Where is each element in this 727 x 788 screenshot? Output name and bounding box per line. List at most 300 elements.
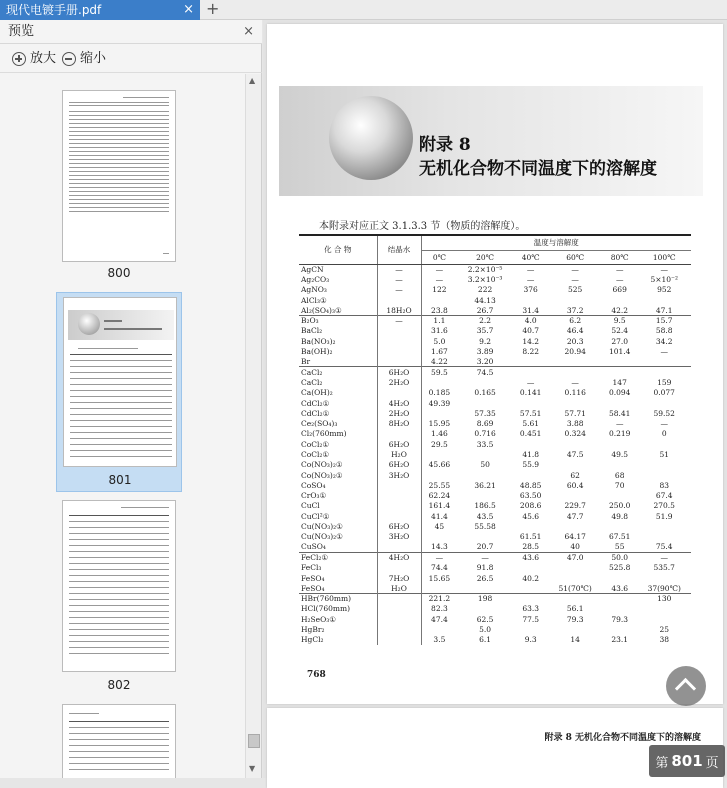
solubility-cell: 525.8 <box>608 563 631 573</box>
solubility-cell <box>421 295 457 305</box>
hydrate-cell: — <box>377 285 421 295</box>
solubility-cell <box>602 594 638 604</box>
solubility-cell: 6.1 <box>479 635 492 645</box>
close-tab-icon[interactable]: × <box>183 2 194 17</box>
solubility-cell: 1.67 <box>431 347 448 357</box>
solubility-cell: 4.22 <box>431 357 448 367</box>
intro-text: 本附录对应正文 3.1.3.3 节（物质的溶解度）。 <box>319 221 526 232</box>
temperature-header: 80℃ <box>602 250 638 264</box>
scroll-to-top-button[interactable] <box>666 666 706 706</box>
solubility-cell: 62 <box>570 470 580 480</box>
solubility-cell <box>513 357 549 367</box>
solubility-cell <box>602 367 638 377</box>
solubility-cell: 43.5 <box>476 511 494 521</box>
solubility-cell: 50.0 <box>602 552 638 562</box>
thumbnail-page-next[interactable] <box>56 702 182 778</box>
solubility-cell: 51 <box>659 449 669 459</box>
solubility-cell <box>602 521 638 531</box>
solubility-cell: 186.5 <box>474 501 496 511</box>
solubility-cell: — <box>435 274 444 284</box>
solubility-cell <box>637 532 691 542</box>
hydrate-cell: — <box>377 264 421 274</box>
page-indicator-suffix: 页 <box>705 755 719 771</box>
solubility-cell <box>513 594 549 604</box>
hydrate-cell: 8H₂O <box>377 418 421 428</box>
scroll-down-icon[interactable]: ▼ <box>249 764 256 773</box>
temperature-header: 0℃ <box>421 250 457 264</box>
solubility-cell: 3.5 <box>433 635 446 645</box>
solubility-cell: — <box>513 264 549 274</box>
solubility-cell: 101.4 <box>608 347 631 357</box>
solubility-cell <box>548 491 601 501</box>
solubility-cell: 63.50 <box>519 491 542 501</box>
solubility-cell: 0.141 <box>519 388 542 398</box>
solubility-cell: 40.2 <box>522 573 540 583</box>
solubility-cell: 20.94 <box>564 347 586 357</box>
solubility-cell: 229.7 <box>564 501 586 511</box>
hydrate-cell: 2H₂O <box>377 408 421 418</box>
table-row <box>299 635 691 645</box>
solubility-cell: 14.2 <box>522 336 540 346</box>
hydrate-cell <box>377 542 421 552</box>
table-row <box>299 264 691 274</box>
solubility-cell <box>548 357 601 367</box>
hydrate-cell <box>377 295 421 305</box>
solubility-cell <box>602 460 638 470</box>
solubility-cell <box>548 573 601 583</box>
solubility-cell: 57.51 <box>519 408 542 418</box>
table-row <box>299 439 691 449</box>
page-indicator <box>649 745 725 777</box>
thumbnail-image <box>63 297 177 467</box>
solubility-cell: 0.324 <box>564 429 586 439</box>
scrollbar-thumb[interactable] <box>248 734 260 748</box>
solubility-cell: 5.61 <box>522 419 540 429</box>
table-row <box>299 346 691 356</box>
solubility-cell: 270.5 <box>653 501 675 511</box>
table-row <box>299 295 691 305</box>
solubility-cell: 77.5 <box>522 614 540 624</box>
solubility-cell: 26.5 <box>476 573 494 583</box>
solubility-cell: — <box>615 274 624 284</box>
solubility-cell <box>602 573 638 583</box>
scroll-up-icon[interactable]: ▲ <box>249 76 256 85</box>
hydrate-cell: 3H₂O <box>377 470 421 480</box>
solubility-cell <box>421 408 457 418</box>
compound-cell: B₂O₃ <box>299 315 377 325</box>
solubility-cell: 130 <box>637 594 691 604</box>
thumbnail-page-800[interactable] <box>56 88 182 284</box>
solubility-cell <box>548 439 601 449</box>
solubility-cell: 159 <box>657 377 672 387</box>
hydrate-cell <box>377 346 421 356</box>
solubility-cell <box>421 377 457 387</box>
document-view[interactable] <box>263 20 727 778</box>
thumbnail-page-802[interactable] <box>56 498 182 694</box>
solubility-cell: 64.17 <box>564 532 586 542</box>
table-row <box>299 542 691 552</box>
compound-cell: Ce₂(SO₄)₃ <box>299 418 377 428</box>
zoom-in-icon <box>12 52 26 66</box>
solubility-cell: 147 <box>612 377 627 387</box>
solubility-cell: 43.6 <box>513 552 549 562</box>
solubility-cell: 8.69 <box>476 419 494 429</box>
solubility-cell <box>637 573 691 583</box>
compound-cell: HBr(760mm) <box>299 594 377 604</box>
table-row <box>299 429 691 439</box>
sidebar-header <box>0 20 262 44</box>
thumbnail-label: 800 <box>107 266 131 280</box>
solubility-cell: 40.7 <box>522 326 540 336</box>
solubility-cell: 0.165 <box>474 388 496 398</box>
temperature-header: 60℃ <box>548 250 601 264</box>
solubility-cell <box>457 470 513 480</box>
compound-cell: Br <box>299 357 377 367</box>
solubility-cell: 14 <box>570 635 580 645</box>
solubility-cell: 525 <box>568 285 583 295</box>
solubility-cell <box>457 604 513 614</box>
solubility-cell: — <box>660 347 668 357</box>
tab-bar <box>0 0 727 20</box>
hydrate-cell <box>377 326 421 336</box>
table-row <box>299 449 691 459</box>
solubility-cell <box>548 594 601 604</box>
table-row <box>299 532 691 542</box>
hydrate-cell: 6H₂O <box>377 439 421 449</box>
hydrate-cell: — <box>377 274 421 284</box>
solubility-cell: 60.4 <box>566 480 584 490</box>
solubility-cell: — <box>637 264 691 274</box>
solubility-cell: 55.9 <box>522 460 540 470</box>
solubility-cell <box>602 624 638 634</box>
solubility-cell: 952 <box>657 285 672 295</box>
solubility-cell <box>637 357 691 367</box>
table-row <box>299 398 691 408</box>
compound-cell: Cu(NO₃)₂① <box>299 532 377 542</box>
compound-cell: CuSO₄ <box>299 542 377 552</box>
solubility-cell: 45.6 <box>522 511 540 521</box>
solubility-cell <box>548 624 601 634</box>
hydrate-cell <box>377 357 421 367</box>
solubility-cell: 47.5 <box>566 449 584 459</box>
solubility-cell: 8.22 <box>522 347 540 357</box>
solubility-cell: — <box>637 552 691 562</box>
compound-cell: CoCl₂① <box>299 439 377 449</box>
solubility-cell: 38 <box>659 635 669 645</box>
solubility-cell: 49.5 <box>611 449 629 459</box>
solubility-cell: 5.0 <box>479 625 492 635</box>
zoom-out-button[interactable] <box>62 50 106 68</box>
thumbnail-page-801[interactable] <box>56 292 182 492</box>
solubility-cell: 35.7 <box>476 326 494 336</box>
compound-cell: AgNO₃ <box>299 285 377 295</box>
solubility-cell <box>457 583 513 593</box>
solubility-cell: 58.41 <box>608 408 631 418</box>
zoom-out-icon <box>62 52 76 66</box>
solubility-cell: 0.219 <box>608 429 631 439</box>
solubility-cell: 31.4 <box>522 305 540 315</box>
table-row <box>299 521 691 531</box>
hydrate-cell: 7H₂O <box>377 573 421 583</box>
solubility-cell: 14.3 <box>431 542 448 552</box>
hydrate-cell <box>377 511 421 521</box>
hydrate-cell: — <box>377 315 421 325</box>
hydrate-cell <box>377 429 421 439</box>
solubility-cell: 0.185 <box>428 388 451 398</box>
solubility-cell: 15.65 <box>428 573 451 583</box>
compound-cell: H₂SeO₃① <box>299 614 377 624</box>
hydrate-cell: 6H₂O <box>377 367 421 377</box>
solubility-cell: 9.2 <box>479 336 492 346</box>
table-row <box>299 315 691 325</box>
compound-cell: CdCl₂① <box>299 408 377 418</box>
solubility-cell <box>637 295 691 305</box>
solubility-cell: 161.4 <box>428 501 451 511</box>
solubility-cell: 46.4 <box>566 326 584 336</box>
solubility-cell <box>548 398 601 408</box>
solubility-cell: 29.5 <box>431 439 448 449</box>
solubility-cell <box>548 295 601 305</box>
next-page-header: 附录 8 无机化合物不同温度下的溶解度 <box>544 733 701 743</box>
thumbnail-label: 801 <box>108 473 132 487</box>
solubility-cell <box>421 532 457 542</box>
solubility-cell: — <box>571 377 579 387</box>
table-row <box>299 305 691 315</box>
solubility-cell <box>637 521 691 531</box>
solubility-cell: — <box>615 419 624 429</box>
solubility-cell <box>548 367 601 377</box>
compound-cell: CaCl₂ <box>299 367 377 377</box>
compound-cell: CuCl <box>299 501 377 511</box>
solubility-cell: 9.3 <box>524 635 537 645</box>
thumbnail-list <box>0 74 244 778</box>
solubility-cell: 0.116 <box>564 388 586 398</box>
solubility-cell: 3.2×10⁻³ <box>467 274 503 284</box>
solubility-cell: 0.451 <box>519 429 542 439</box>
close-sidebar-icon[interactable]: × <box>243 24 254 39</box>
compound-cell: Co(NO₃)₂① <box>299 470 377 480</box>
new-tab-icon[interactable]: + <box>206 0 220 18</box>
hydrate-cell <box>377 501 421 511</box>
hydrate-cell: 6H₂O <box>377 460 421 470</box>
solubility-cell: 52.4 <box>611 326 629 336</box>
hydrate-cell <box>377 336 421 346</box>
solubility-cell: 2.2 <box>457 315 513 325</box>
solubility-cell: 33.5 <box>476 439 494 449</box>
solubility-cell: 25 <box>659 625 669 635</box>
solubility-cell <box>513 295 549 305</box>
hydrate-header: 结晶水 <box>377 236 421 264</box>
solubility-cell: 57.35 <box>474 408 496 418</box>
table-row <box>299 583 691 593</box>
solubility-cell: 9.5 <box>602 315 638 325</box>
table-row <box>299 470 691 480</box>
compound-cell: FeSO₄ <box>299 583 377 593</box>
solubility-cell: 45.66 <box>428 460 451 470</box>
solubility-cell: 40 <box>570 542 580 552</box>
solubility-cell <box>513 398 549 408</box>
solubility-cell: 82.3 <box>431 604 448 614</box>
solubility-cell: 25.55 <box>428 480 451 490</box>
compound-cell: Ba(NO₃)₂ <box>299 336 377 346</box>
solubility-cell: 55.58 <box>474 522 496 532</box>
preview-sidebar <box>0 20 262 778</box>
solubility-cell: 535.7 <box>653 563 675 573</box>
solubility-cell <box>548 563 601 573</box>
solubility-cell: 20.7 <box>476 542 494 552</box>
table-row <box>299 552 691 562</box>
solubility-cell: 83 <box>659 480 669 490</box>
compound-cell: HgCl₂ <box>299 635 377 645</box>
table-row <box>299 388 691 398</box>
thumbnail-image <box>62 500 176 672</box>
solubility-cell <box>637 470 691 480</box>
solubility-cell: 57.71 <box>564 408 586 418</box>
solubility-cell: 23.8 <box>431 305 448 315</box>
solubility-cell <box>513 367 549 377</box>
temperature-header: 100℃ <box>637 250 691 264</box>
solubility-cell: 4.0 <box>513 315 549 325</box>
solubility-cell: — <box>571 274 579 284</box>
hydrate-cell <box>377 480 421 490</box>
hydrate-cell: 18H₂O <box>377 305 421 315</box>
solubility-cell: — <box>421 552 457 562</box>
hydrate-cell: H₂O <box>377 449 421 459</box>
solubility-cell: 62.5 <box>476 614 494 624</box>
hydrate-cell: 2H₂O <box>377 377 421 387</box>
solubility-table-body <box>299 264 691 645</box>
solubility-cell <box>548 460 601 470</box>
solubility-cell: 43.6 <box>611 583 629 593</box>
hydrate-cell: 6H₂O <box>377 521 421 531</box>
table-row <box>299 418 691 428</box>
compound-cell: CoSO₄ <box>299 480 377 490</box>
solubility-cell: 51(70℃) <box>558 583 592 593</box>
zoom-in-label: 放大 <box>30 51 57 66</box>
temperature-group-header: 温度与溶解度 <box>421 236 691 250</box>
appendix-number: 附录 8 <box>419 135 471 155</box>
solubility-cell <box>457 449 513 459</box>
compound-cell: CuCl²① <box>299 511 377 521</box>
solubility-cell: 62.24 <box>428 491 451 501</box>
solubility-table <box>299 236 691 645</box>
compound-cell: Al₂(SO₄)₃① <box>299 305 377 315</box>
solubility-cell <box>421 449 457 459</box>
solubility-cell: 3.20 <box>476 357 494 367</box>
sidebar-scrollbar[interactable] <box>245 74 261 778</box>
table-row <box>299 501 691 511</box>
solubility-cell: 59.52 <box>653 408 675 418</box>
solubility-cell <box>637 460 691 470</box>
solubility-cell: 37.2 <box>566 305 584 315</box>
table-row <box>299 594 691 604</box>
solubility-cell: 59.5 <box>421 367 457 377</box>
hydrate-cell <box>377 491 421 501</box>
compound-header: 化 合 物 <box>299 236 377 264</box>
hydrate-cell: 4H₂O <box>377 398 421 408</box>
solubility-cell: 20.3 <box>566 336 584 346</box>
solubility-cell: 27.0 <box>611 336 629 346</box>
solubility-cell: 122 <box>432 285 447 295</box>
hydrate-cell <box>377 624 421 634</box>
solubility-cell: 75.4 <box>655 542 673 552</box>
solubility-cell <box>637 367 691 377</box>
table-row <box>299 460 691 470</box>
hydrate-cell <box>377 388 421 398</box>
solubility-cell: 15.95 <box>428 419 451 429</box>
solubility-cell: 1.46 <box>431 429 448 439</box>
solubility-cell: — <box>421 264 457 274</box>
solubility-cell: 28.5 <box>522 542 540 552</box>
solubility-cell: 3.88 <box>566 419 584 429</box>
solubility-cell <box>421 624 457 634</box>
table-row <box>299 604 691 614</box>
compound-cell: Ca(OH)₂ <box>299 388 377 398</box>
page-number: 768 <box>307 670 326 680</box>
solubility-cell: 6.2 <box>548 315 601 325</box>
hydrate-cell <box>377 594 421 604</box>
thumbnail-image <box>62 90 176 262</box>
solubility-cell: 67.51 <box>608 532 631 542</box>
solubility-cell: 42.2 <box>611 305 629 315</box>
solubility-cell: 91.8 <box>476 563 494 573</box>
solubility-cell: — <box>526 274 535 284</box>
solubility-cell <box>637 398 691 408</box>
solubility-cell: 49.39 <box>428 398 451 408</box>
zoom-in-button[interactable] <box>12 50 56 68</box>
pdf-page <box>267 24 723 704</box>
compound-cell: HgBr₂ <box>299 624 377 634</box>
compound-cell: CoCl₂① <box>299 449 377 459</box>
sidebar-toolbar <box>0 45 262 73</box>
solubility-cell: 222 <box>477 285 493 295</box>
solubility-cell: 48.85 <box>519 480 542 490</box>
solubility-cell <box>513 439 549 449</box>
solubility-cell: 41.4 <box>431 511 448 521</box>
appendix-title: 无机化合物不同温度下的溶解度 <box>419 159 657 179</box>
solubility-cell <box>548 521 601 531</box>
table-row <box>299 480 691 490</box>
solubility-cell: 23.1 <box>611 635 629 645</box>
solubility-cell: 26.7 <box>476 305 494 315</box>
document-tab[interactable] <box>0 0 200 20</box>
solubility-cell <box>457 491 513 501</box>
solubility-cell: 208.6 <box>519 501 542 511</box>
compound-cell: CdCl₂① <box>299 398 377 408</box>
compound-cell: AgCN <box>299 264 377 274</box>
solubility-cell: 50 <box>480 460 490 470</box>
table-row <box>299 367 691 377</box>
table-row <box>299 614 691 624</box>
solubility-cell: 55 <box>614 542 625 552</box>
solubility-cell: 198 <box>457 594 513 604</box>
solubility-cell <box>602 398 638 408</box>
compound-cell: HCl(760mm) <box>299 604 377 614</box>
solubility-cell: 3.89 <box>476 347 494 357</box>
solubility-cell: 221.2 <box>421 594 457 604</box>
solubility-cell <box>602 295 638 305</box>
solubility-cell: 5.0 <box>433 336 446 346</box>
solubility-cell: 51.9 <box>655 511 673 521</box>
solubility-cell: 36.21 <box>474 480 496 490</box>
hydrate-cell <box>377 563 421 573</box>
solubility-cell: 37(90℃) <box>647 583 681 593</box>
solubility-cell: 31.6 <box>431 326 448 336</box>
solubility-cell: 47.1 <box>655 305 673 315</box>
solubility-cell: 47.7 <box>566 511 584 521</box>
table-row <box>299 336 691 346</box>
solubility-cell <box>637 604 691 614</box>
